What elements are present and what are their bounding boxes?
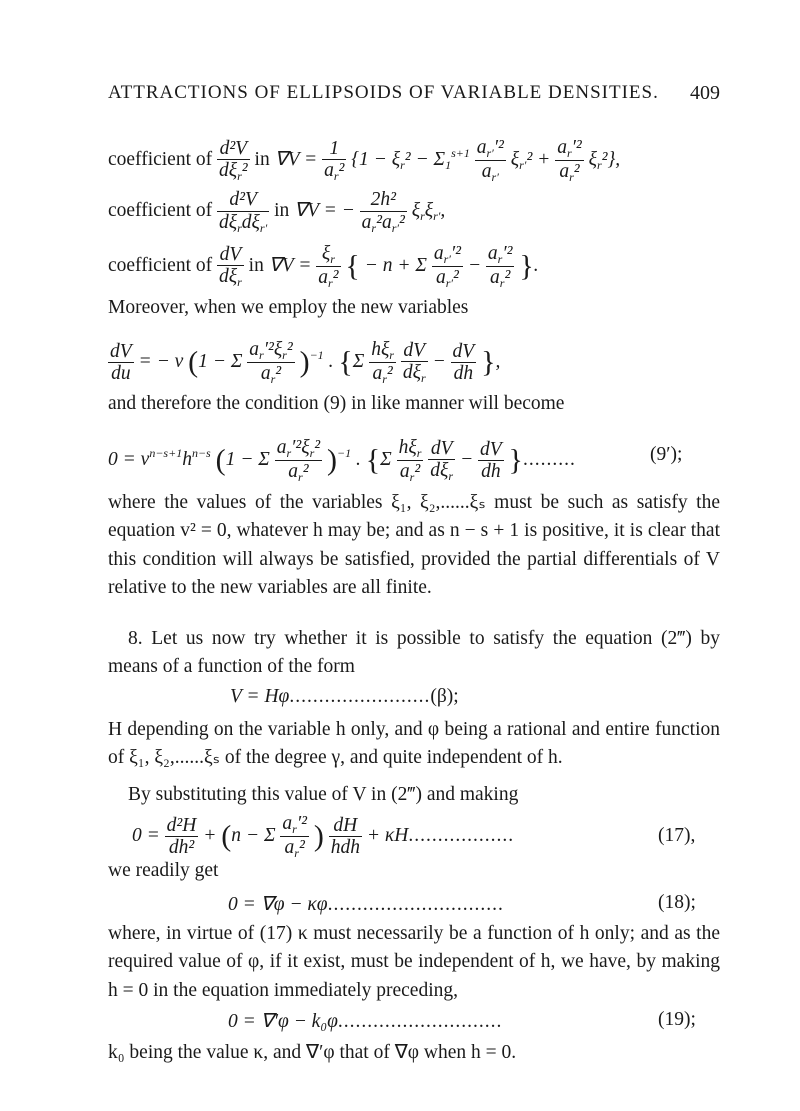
equation-17: 0 = $\frac{\text{d²H}}{\text{dh²}}$ + (n − Σ $\frac{a_r'^2}{a_r^2}$ ) $\frac{dH}{\text{hdh}}$ + κH.................. bbox=[132, 813, 515, 860]
where-paragraph: where the values of the variables ξ₁, ξ₂,......ξₛ must be such as satisfy the equation v² = 0, whatever h may be; and as n − s + 1 is positive, it is clear that this condition will always be satisfied, provided the partial differentials of V relative to the new variables are all finite. bbox=[108, 492, 720, 598]
in-word-1: in bbox=[254, 148, 270, 170]
in-word-2: in bbox=[274, 200, 290, 222]
coefficient-word-2: coefficient of bbox=[108, 200, 213, 222]
coefficient-line-2: coefficient of $\frac{\text{d²V}}{d\xi_rd\xi_{r'}}$ in ∇V = − $\frac{\text{2h²}}{a_r^2a_{r'}^2}$ $\xi_r\xi_{r'}$, bbox=[108, 189, 446, 235]
coefficient-word-1: coefficient of bbox=[108, 148, 213, 170]
equation-18: 0 = ∇φ − κφ.............................. bbox=[228, 894, 504, 915]
moreover-text: Moreover, when we employ the new variables bbox=[108, 297, 469, 318]
h-paragraph: H depending on the variable h only, and φ being a rational and entire function of ξ₁, ξ₂,......ξₛ of the degree γ, and quite independent of h. bbox=[108, 719, 720, 769]
equation-18-number: (18); bbox=[658, 892, 696, 913]
equation-beta: V = Hφ........................(β); bbox=[230, 686, 459, 707]
equation-19: 0 = ∇′φ − k₀φ............................ bbox=[228, 1011, 503, 1032]
equation-9-prime: $0 = v^{n-s+1}h^{n-s}$ (1 − Σ $\frac{a_r'^2\xi_r^2}{a_r^2}$ )$^{-1}$ . {Σ $\frac{h\xi_r}{a_r^2}$ $\frac{dV}{d\xi_r}$ − $\frac{dV}{dh}$ }......... bbox=[108, 437, 576, 484]
last-line-text: k₀ being the value κ, and ∇′φ that of ∇φ when h = 0. bbox=[108, 1042, 517, 1063]
where-kappa-paragraph: where, in virtue of (17) κ must necessarily be a function of h only; and as the required value of φ, if it exist, must be independent of h, we have, by making h = 0 in the equation immediately preceding, bbox=[108, 923, 720, 1001]
in-word-3: in bbox=[248, 254, 264, 276]
coefficient-word-3: coefficient of bbox=[108, 254, 213, 276]
substitute-paragraph: By substituting this value of V in (2‴) and making bbox=[128, 784, 519, 805]
equation-19-number: (19); bbox=[658, 1009, 696, 1030]
equation-9-prime-number: (9′); bbox=[650, 444, 683, 465]
running-title: ATTRACTIONS OF ELLIPSOIDS OF VARIABLE DENSITIES. bbox=[108, 82, 659, 103]
readily-text: we readily get bbox=[108, 860, 219, 881]
dv-du-equation: $\frac{dV}{du}$ = − v (1 − Σ $\frac{a_r'^2\xi_r^2}{a_r^2}$ )$^{-1}$ . {Σ $\frac{h\xi_r}{a_r^2}$ $\frac{dV}{d\xi_r}$ − $\frac{dV}{dh}$ }, bbox=[110, 339, 501, 386]
coefficient-line-3: coefficient of $\frac{dV}{d\xi_r}$ in ∇V = $\frac{\xi_r}{a_r^2}$ { − n + Σ $\frac{a_{r'}'^2}{a_{r'}^2}$ − $\frac{a_r'^2}{a_r^2}$ }. bbox=[108, 243, 539, 290]
section-8-paragraph: 8. Let us now try whether it is possible to satisfy the equation (2‴) by means of a function of the form bbox=[108, 628, 720, 678]
equation-17-number: (17), bbox=[658, 825, 696, 846]
therefore-text: and therefore the condition (9) in like manner will become bbox=[108, 393, 565, 414]
d2v-dxi2-fraction: $\frac{\text{d²V}}{d\xi_r^2}$ bbox=[219, 137, 248, 184]
page-number: 409 bbox=[690, 82, 720, 104]
page-header bbox=[108, 82, 720, 106]
coefficient-line-1: coefficient of $\frac{\text{d²V}}{d\xi_r^2}$ in ∇V = $\frac{1}{a_r^2}$ {$1 - \xi_r^2 - \Sigma_1^{s+1}$ $\frac{a_{r'}'^2}{a_{r'}}$ $\xi_{r'}^2$ + $\frac{a_r'^2}{a_r^2}$ $\xi_r^2$}, bbox=[108, 137, 621, 184]
